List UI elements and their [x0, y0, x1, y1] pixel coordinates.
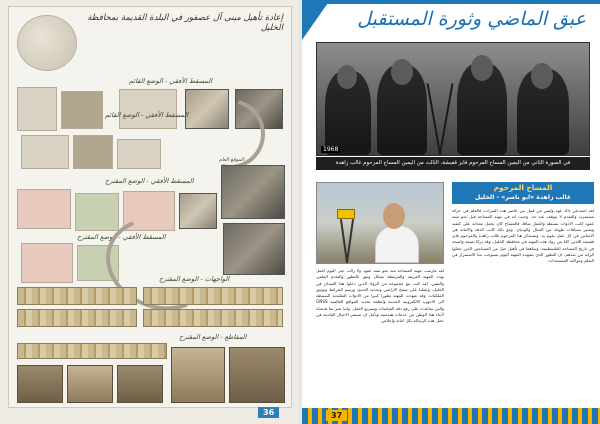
plan-drawing — [17, 87, 57, 131]
plan-drawing — [21, 243, 73, 283]
poster-title: إعادة تأهيل مبنى آل عصفور في البلدة القديمة بمحافظة الخليل — [87, 13, 283, 33]
page-number: 37 — [326, 410, 347, 421]
photo-caption: في الصورة الثاني من اليمين المساح المرحوم فايز قفيشة، الثالث من اليمين المساح المرحوم غالب زاهدة — [316, 157, 590, 170]
label-location: الموقع العام — [219, 157, 244, 163]
article-title: عبق الماضي وثورة المستقبل — [357, 8, 586, 30]
section-drawing — [17, 343, 167, 359]
top-accent-bar — [302, 0, 600, 4]
label-existing-ground: المسقط الأفقي - الوضع القائم — [129, 77, 213, 85]
photo-year: 1968 — [323, 146, 339, 153]
elevation-drawing — [17, 309, 137, 327]
name-line-1: المساح المرحوم — [493, 183, 553, 192]
interior-photo — [17, 365, 63, 403]
plan-drawing — [117, 139, 161, 169]
poster-logo — [17, 15, 77, 71]
interior-photo — [171, 347, 225, 403]
person-head — [471, 55, 493, 81]
architecture-poster — [8, 6, 292, 408]
corner-accent — [302, 0, 330, 40]
person-head — [531, 63, 553, 89]
right-page — [302, 0, 600, 424]
interior-photo — [229, 347, 285, 403]
label-existing-first: المسقط الأفقي - الوضع القائم — [105, 111, 189, 119]
surveyor-portrait-photo — [316, 182, 444, 264]
label-proposed-first: المسقط الأفقي - الوضع المقترح — [77, 233, 166, 241]
article-column-right: لقد استدعي ذاك عهد وليس من قبيل من عاصر هذه الفترات، فالعلم في حركة مستمرة، والتقدم لا يتوقف عند حد. وحيث انه في مهنة المساحة قبل نحو ستة عقود كانت الادوات بسيطة والعمل شاقا، فالمساح كان يحمل معداته على كتفيه ويسير مسافات طويلة بين الجبال والوديان. ومع ذلك كانت الدقة والامانة هي الاساس في كل عمل يقوم به. ونستذكر هنا المرحوم غالب زاهدة والمرحوم فايز قفيشة اللذين كانا من رواد هذه المهنة في محافظة الخليل، وقد تركا بصمة واضحة في تاريخ المساحة الفلسطينية، وساهما في تأهيل جيل من المساحين الذين حملوا الراية من بعدهم. ان التطور الذي تشهده المهنة اليوم يستوجب منا الاستمرار في التعلم ومواكبة المستجدات. — [452, 208, 594, 264]
interior-photo — [117, 365, 163, 403]
page-number: 36 — [258, 407, 279, 418]
person-head — [383, 203, 405, 229]
plan-drawing — [75, 193, 119, 231]
label-sections: المقاطع - الوضع المقترح — [179, 333, 247, 341]
plan-drawing — [61, 91, 103, 129]
label-elevations: الواجهات - الوضع المقترح — [159, 275, 230, 283]
label-proposed-ground: المسقط الأفقي - الوضع المقترح — [105, 177, 194, 185]
left-page — [0, 0, 298, 424]
plan-drawing — [119, 89, 177, 129]
article-column-left: لقد مارست مهنة المساحة منذ نحو ستة عقود ولا زالت حتى اليوم اعمل بهذه المهنة العريقة والمرتبطة بشكل وثيق بالتطور والتقدم العلمي والتقني. لقد كنت مع مجموعة من الرواد الذين دخلوا هذا الميدان في الخليل، وعملنا على مسح الاراضي وتحديد الحدود ورسم الخرائط وتوثيق الملكيات. وقد شهدت المهنة تطورا كبيرا من الادوات التقليدية البسيطة الى الاجهزة الالكترونية الحديثة وانظمة تحديد المواقع العالمية GNSS والتي ساعدت على رفع دقة القياسات وتسريع العمل. واننا نعتز بما قدمناه لأبناء هذا الوطن من خدمات هندسية ونأمل ان تستمر الاجيال القادمة في حمل هذه الرسالة بكل امانة واخلاص. — [316, 268, 444, 324]
elevation-drawing — [143, 309, 283, 327]
tripod-leg — [427, 83, 442, 156]
person-figure — [375, 225, 419, 263]
render-photo — [179, 193, 217, 229]
street-photo — [223, 223, 285, 275]
plan-drawing — [73, 135, 113, 169]
person-head — [391, 59, 413, 85]
name-line-2: غالب زاهدة «ابو ناصر» - الخليل — [474, 194, 572, 201]
interior-photo — [67, 365, 113, 403]
person-head — [337, 65, 357, 89]
tripod-leg — [439, 83, 454, 156]
plan-drawing — [17, 189, 71, 229]
site-aerial-photo — [221, 165, 285, 219]
poster-intro-text — [87, 31, 283, 71]
historic-surveyors-photo — [316, 42, 590, 156]
tripod-leg — [346, 219, 354, 263]
elevation-drawing — [143, 287, 283, 305]
elevation-drawing — [17, 287, 137, 305]
surveying-instrument — [337, 209, 355, 219]
name-box — [452, 182, 594, 204]
plan-drawing — [21, 135, 69, 169]
